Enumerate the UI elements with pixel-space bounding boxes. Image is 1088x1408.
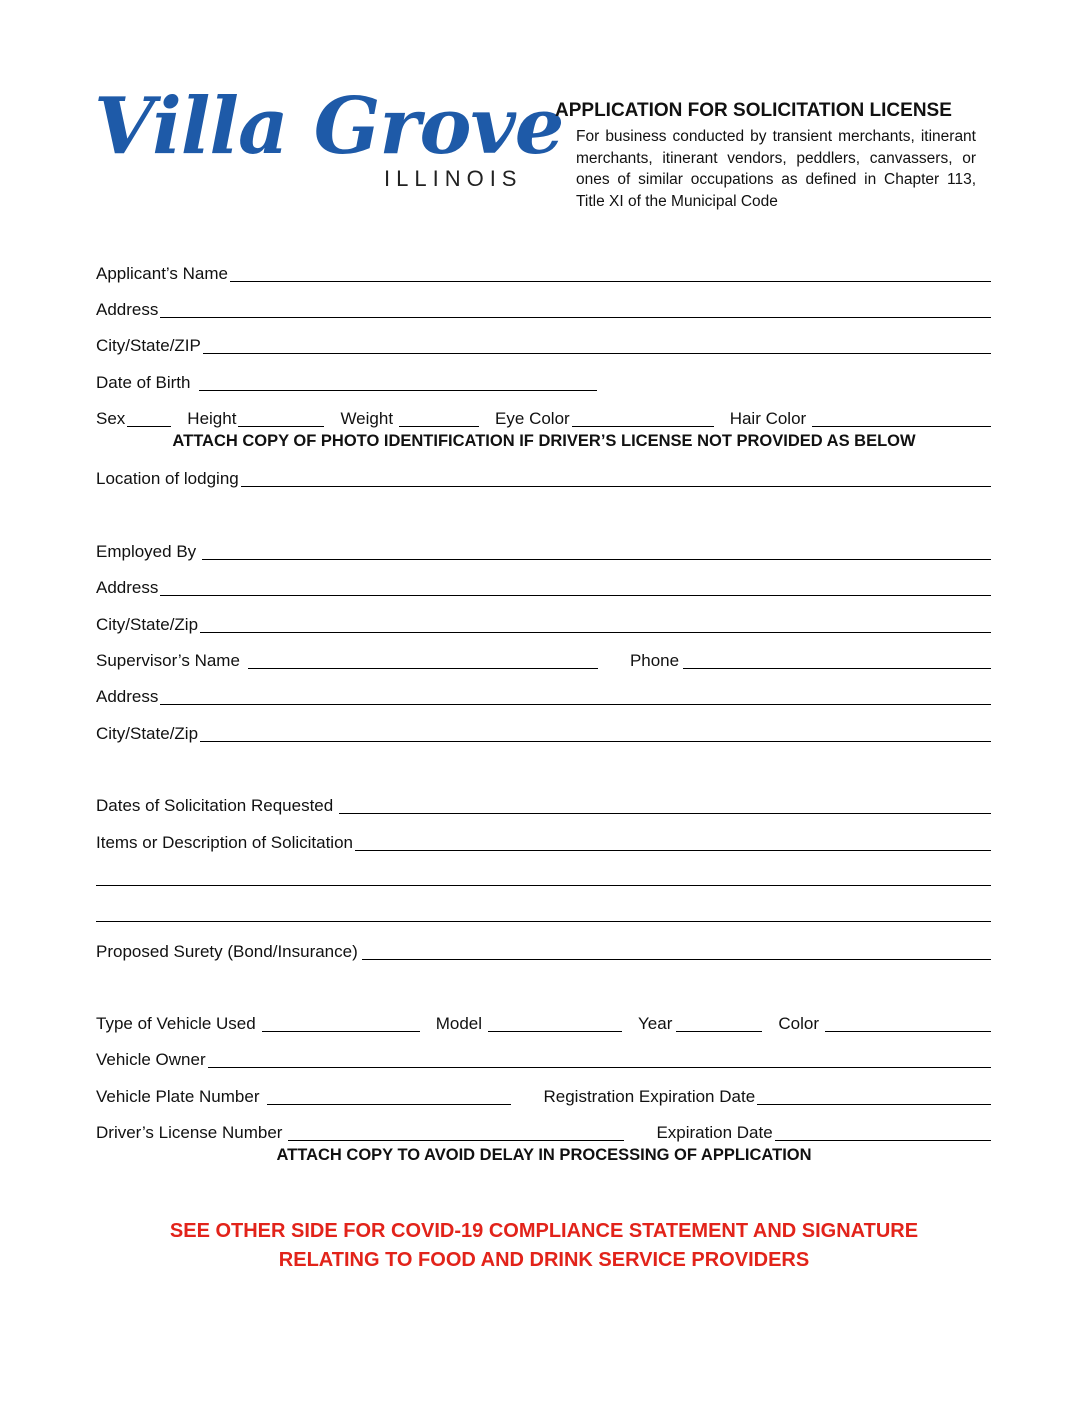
plate-field[interactable] — [267, 1104, 511, 1105]
plate-row — [96, 1085, 991, 1107]
vehicle-type-field[interactable] — [262, 1031, 420, 1032]
dates-label: Dates of Solicitation Requested — [96, 796, 334, 815]
dates-row — [96, 794, 991, 816]
logo-script-text: Villa Grove — [94, 81, 564, 172]
employed-by-field[interactable] — [202, 559, 991, 560]
covid-notice-line-2: RELATING TO FOOD AND DRINK SERVICE PROVIDERS — [278, 1249, 810, 1271]
sex-field[interactable] — [127, 426, 171, 427]
supervisor-city-field[interactable] — [200, 741, 991, 742]
height-label: Height — [187, 409, 237, 428]
lodging-row — [96, 467, 991, 489]
supervisor-city-row — [96, 722, 991, 744]
address-row — [96, 298, 991, 320]
employed-by-label: Employed By — [96, 542, 197, 561]
dob-label: Date of Birth — [96, 373, 191, 392]
color-label: Color — [778, 1014, 820, 1033]
attach-copy-note: ATTACH COPY TO AVOID DELAY IN PROCESSING OF APPLICATION — [276, 1146, 812, 1164]
phone-field[interactable] — [683, 668, 991, 669]
drivers-license-field[interactable] — [288, 1140, 624, 1141]
employed-by-row — [96, 540, 991, 562]
vehicle-owner-field[interactable] — [208, 1067, 991, 1068]
vehicle-owner-row — [96, 1048, 991, 1070]
employer-address-label: Address — [96, 578, 159, 597]
weight-field[interactable] — [399, 426, 479, 427]
drivers-license-label: Driver’s License Number — [96, 1123, 283, 1142]
supervisor-address-field[interactable] — [160, 704, 991, 705]
form-title: APPLICATION FOR SOLICITATION LICENSE — [555, 100, 952, 121]
address-label: Address — [96, 300, 159, 319]
phone-label: Phone — [629, 651, 680, 670]
employer-city-field[interactable] — [200, 632, 991, 633]
supervisor-name-label: Supervisor’s Name — [96, 651, 240, 670]
model-label: Model — [435, 1014, 483, 1033]
city-state-zip-row — [96, 334, 991, 356]
logo-subtitle: ILLINOIS — [384, 166, 523, 191]
city-state-zip-field[interactable] — [203, 353, 991, 354]
hair-color-field[interactable] — [812, 426, 991, 427]
vehicle-type-label: Type of Vehicle Used — [96, 1014, 256, 1033]
supervisor-city-label: City/State/Zip — [96, 724, 199, 743]
vehicle-type-row — [96, 1012, 991, 1034]
sex-label: Sex — [96, 409, 126, 428]
expiration-date-label: Expiration Date — [656, 1123, 773, 1142]
hair-color-label: Hair Color — [729, 409, 807, 428]
surety-field[interactable] — [362, 959, 991, 960]
supervisor-address-label: Address — [96, 687, 159, 706]
registration-expiration-label: Registration Expiration Date — [543, 1087, 756, 1106]
eye-color-field[interactable] — [572, 426, 714, 427]
lodging-field[interactable] — [241, 486, 991, 487]
city-state-zip-label: City/State/ZIP — [96, 336, 201, 355]
photo-id-note: ATTACH COPY OF PHOTO IDENTIFICATION IF DRIVER’S LICENSE NOT PROVIDED AS BELOW — [172, 432, 916, 450]
surety-row — [96, 940, 991, 962]
supervisor-name-field[interactable] — [248, 668, 598, 669]
items-field[interactable] — [355, 850, 991, 851]
dates-field[interactable] — [339, 813, 991, 814]
dob-row — [96, 371, 991, 393]
year-field[interactable] — [676, 1031, 762, 1032]
height-field[interactable] — [238, 426, 324, 427]
weight-label: Weight — [340, 409, 394, 428]
applicant-name-row — [96, 262, 991, 284]
applicant-name-label: Applicant’s Name — [96, 264, 228, 283]
employer-address-field[interactable] — [160, 595, 991, 596]
physical-description-row — [96, 407, 991, 429]
address-field[interactable] — [160, 317, 991, 318]
supervisor-address-row — [96, 685, 991, 707]
eye-color-label: Eye Color — [495, 409, 570, 428]
applicant-name-field[interactable] — [230, 281, 991, 282]
plate-label: Vehicle Plate Number — [96, 1087, 260, 1106]
year-label: Year — [638, 1014, 673, 1033]
items-label: Items or Description of Solicitation — [96, 833, 353, 852]
supervisor-row — [96, 649, 991, 671]
employer-city-label: City/State/Zip — [96, 615, 199, 634]
lodging-label: Location of lodging — [96, 469, 239, 488]
expiration-date-field[interactable] — [775, 1140, 991, 1141]
vehicle-owner-label: Vehicle Owner — [96, 1050, 206, 1069]
drivers-license-row — [96, 1121, 991, 1143]
registration-expiration-field[interactable] — [757, 1104, 991, 1105]
employer-city-row — [96, 613, 991, 635]
city-logo — [94, 81, 564, 203]
items-row — [96, 831, 991, 853]
items-extra-line-1[interactable] — [96, 885, 991, 886]
covid-notice — [0, 1217, 1088, 1275]
items-extra-line-2[interactable] — [96, 921, 991, 922]
employer-address-row — [96, 576, 991, 598]
model-field[interactable] — [488, 1031, 622, 1032]
form-description: For business conducted by transient merchants, itinerant merchants, itinerant vendors, peddlers, canvassers, or ones of similar occupations as defined in Chapter 113, Title XI of the Municipal Code — [576, 128, 976, 210]
color-field[interactable] — [825, 1031, 991, 1032]
surety-label: Proposed Surety (Bond/Insurance) — [96, 942, 358, 961]
covid-notice-line-1: SEE OTHER SIDE FOR COVID-19 COMPLIANCE STATEMENT AND SIGNATURE — [169, 1220, 919, 1242]
dob-field[interactable] — [199, 390, 597, 391]
